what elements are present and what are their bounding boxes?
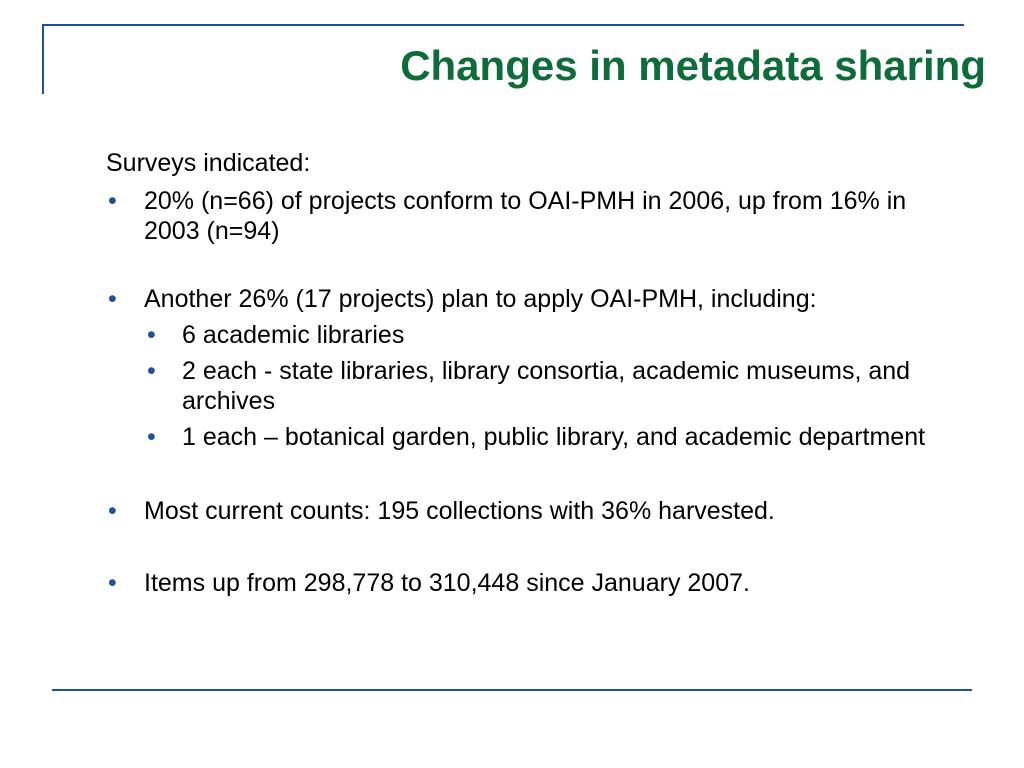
- bullet-list-continued: [106, 496, 946, 598]
- slide-title: Changes in metadata sharing: [400, 42, 986, 89]
- bullet-item-items-count: [106, 568, 946, 598]
- sub-bullet-item: [144, 320, 946, 350]
- sub-bullet-item: [144, 356, 946, 416]
- bullet-text: 20% (n=66) of projects conform to OAI-PMH in 2006, up from 16% in 2003 (n=94): [144, 187, 907, 245]
- bullet-icon: •: [147, 357, 156, 385]
- bullet-icon: •: [108, 285, 117, 313]
- sub-bullet-text: 6 academic libraries: [182, 321, 405, 349]
- bullet-list: [106, 186, 946, 314]
- bottom-border-line: [52, 689, 972, 691]
- bullet-icon: •: [147, 423, 156, 451]
- bullet-icon: •: [147, 321, 156, 349]
- bullet-item-current-counts: [106, 496, 946, 526]
- slide-body: [106, 148, 946, 598]
- sub-bullet-list: [106, 320, 946, 452]
- bullet-icon: •: [108, 187, 117, 215]
- bullet-item-planned-projects: [106, 284, 946, 314]
- bullet-text: Items up from 298,778 to 310,448 since January 2007.: [144, 569, 750, 597]
- sub-bullet-text: 2 each - state libraries, library consortia, academic museums, and archives: [182, 357, 911, 415]
- bullet-icon: •: [108, 497, 117, 525]
- bullet-icon: •: [108, 569, 117, 597]
- sub-bullet-item: [144, 422, 946, 452]
- intro-text: Surveys indicated:: [106, 149, 311, 177]
- bullet-text: Most current counts: 195 collections with 36% harvested.: [144, 497, 775, 525]
- bullet-item-oai-conformance: [106, 186, 946, 246]
- bullet-text: Another 26% (17 projects) plan to apply OAI-PMH, including:: [144, 285, 817, 313]
- sub-bullet-text: 1 each – botanical garden, public library, and academic department: [182, 423, 926, 451]
- top-border-line: [42, 24, 964, 26]
- left-border-line: [42, 24, 44, 94]
